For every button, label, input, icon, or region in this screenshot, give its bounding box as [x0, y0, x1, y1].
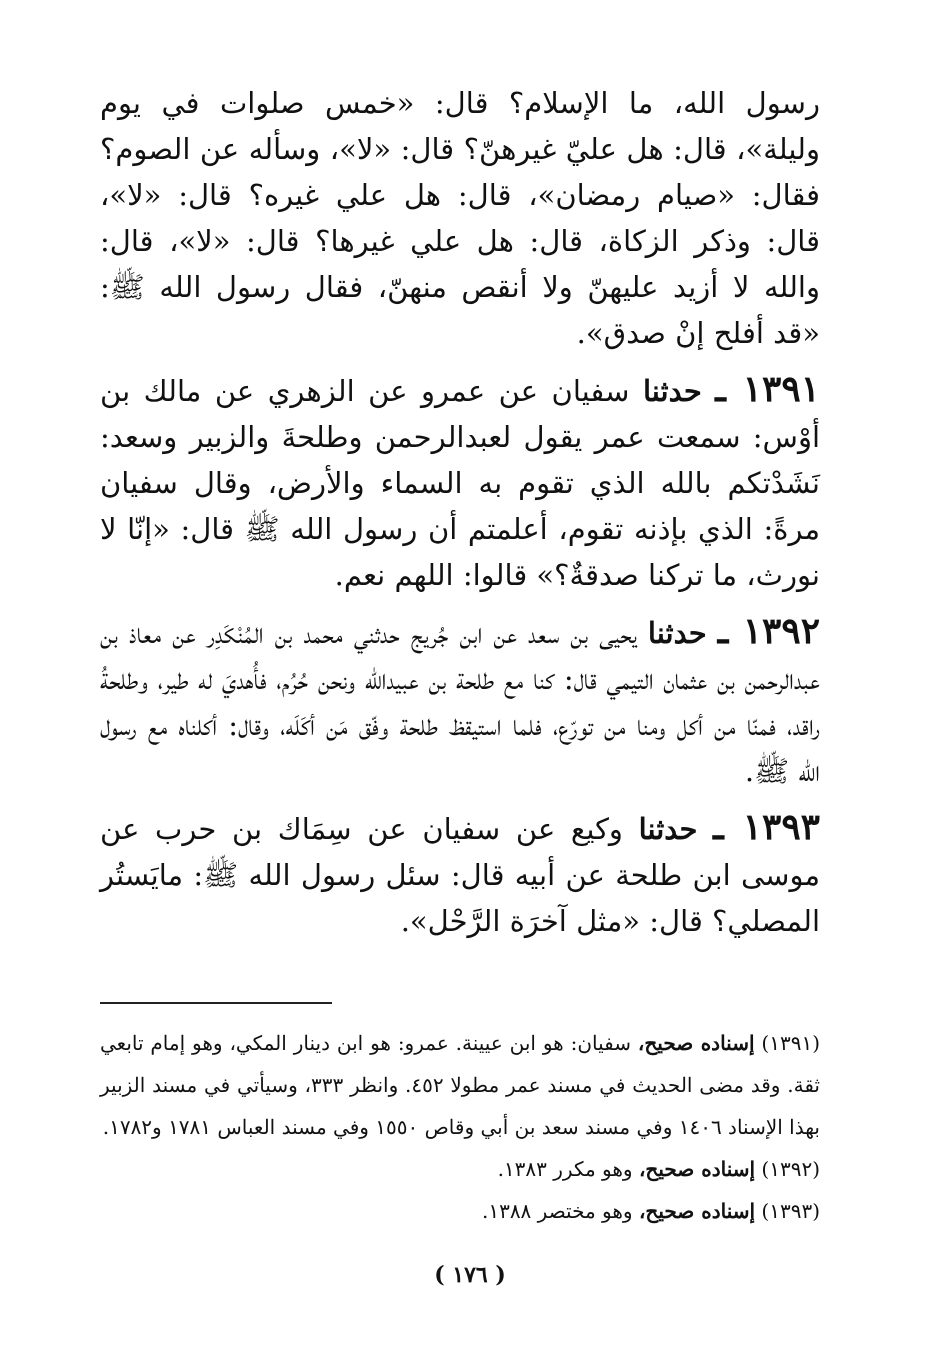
footnote-grading: إسناده صحيح، — [638, 1157, 756, 1181]
footnote-text: وهو مكرر ١٣٨٣. — [497, 1157, 633, 1181]
footnote-divider — [100, 1002, 332, 1004]
continuation-paragraph: رسول الله، ما الإسلام؟ قال: «خمس صلوات في يوم وليلة»، قال: هل عليّ غيرهنّ؟ قال: «لا»، وسأله عن الصوم؟ فقال: «صيام رمضان»، قال: هل علي غيره؟ قال: «لا»، قال: وذكر الزكاة، قال: هل علي غيرها؟ قال: «لا»، قال: والله لا أزيد عليهنّ ولا أنقص منهنّ، فقال رسول الله ﷺ: «قد أفلح إنْ صدق». — [100, 86, 820, 350]
hadith-opening-word: حدثنا — [642, 374, 702, 408]
footnote-ref: (١٣٩٣) — [761, 1199, 820, 1223]
hadith-text: يحيى بن سعد عن ابن جُريج حدثني محمد بن المُنْكَدِر عن معاذ بن عبدالرحمن بن عثمان التيمي قال: كنا مع طلحة بن عبيدالله ونحن حُرُم، فأُهديَ له طير، وطلحةُ راقد، فمنّا من أكل ومنا من تورّع، فلما استيقظ طلحة وفّق مَن أكَلَه، وقال: أكلناه مع رسول الله ﷺ. — [100, 616, 820, 788]
hadith-number: ١٣٩١ ـ — [715, 368, 821, 410]
main-text — [100, 80, 820, 944]
hadith-1392 — [100, 608, 820, 794]
hadith-opening-word: حدثنا — [647, 616, 707, 650]
hadith-number: ١٣٩٣ ـ — [713, 806, 820, 848]
hadith-1393 — [100, 804, 820, 944]
footnote-ref: (١٣٩١) — [761, 1031, 821, 1055]
footnote-ref: (١٣٩٢) — [761, 1157, 820, 1181]
footnote-1391 — [100, 1022, 820, 1148]
page-body — [100, 80, 820, 1320]
footnote-text: سفيان: هو ابن عيينة. عمرو: هو ابن دينار المكي، وهو إمام تابعي ثقة. وقد مضى الحديث في مسند عمر مطولا ٤٥٢. وانظر ٣٣٣، وسيأتي في مسند الزبير بهذا الإسناد ١٤٠٦ وفي مسند سعد بن أبي وقاص ١٥٥٠ وفي مسند العباس ١٧٨١ و١٧٨٢. — [100, 1031, 821, 1139]
footnote-grading: إسناده صحيح، — [637, 1031, 755, 1055]
hadith-number: ١٣٩٢ ـ — [717, 610, 821, 652]
footnote-1392 — [100, 1148, 820, 1190]
footnote-1393 — [100, 1190, 820, 1232]
hadith-opening-word: حدثنا — [638, 812, 698, 846]
hadith-text: وكيع عن سفيان عن سِمَاك بن حرب عن موسى ابن طلحة عن أبيه قال: سئل رسول الله ﷺ: مايَستُر المصلي؟ قال: «مثل آخرَة الرَّحْل». — [100, 812, 820, 938]
page-number: ( ١٧٦ ) — [434, 1262, 506, 1288]
footnote-grading: إسناده صحيح، — [638, 1199, 756, 1223]
hadith-1391 — [100, 366, 820, 598]
footnote-text: وهو مختصر ١٣٨٨. — [481, 1199, 633, 1223]
hadith-text: سفيان عن عمرو عن الزهري عن مالك بن أوْس: سمعت عمر يقول لعبدالرحمن وطلحةَ والزبير وسعد: نَشَدْتكم بالله الذي تقوم به السماء والأرض، وقال سفيان مرةً: الذي بإذنه تقوم، أعلمتم أن رسول الله ﷺ قال: «إنّا لا نورث، ما تركنا صدقةٌ؟» قالوا: اللهم نعم. — [100, 374, 820, 592]
footnotes — [100, 1022, 820, 1232]
